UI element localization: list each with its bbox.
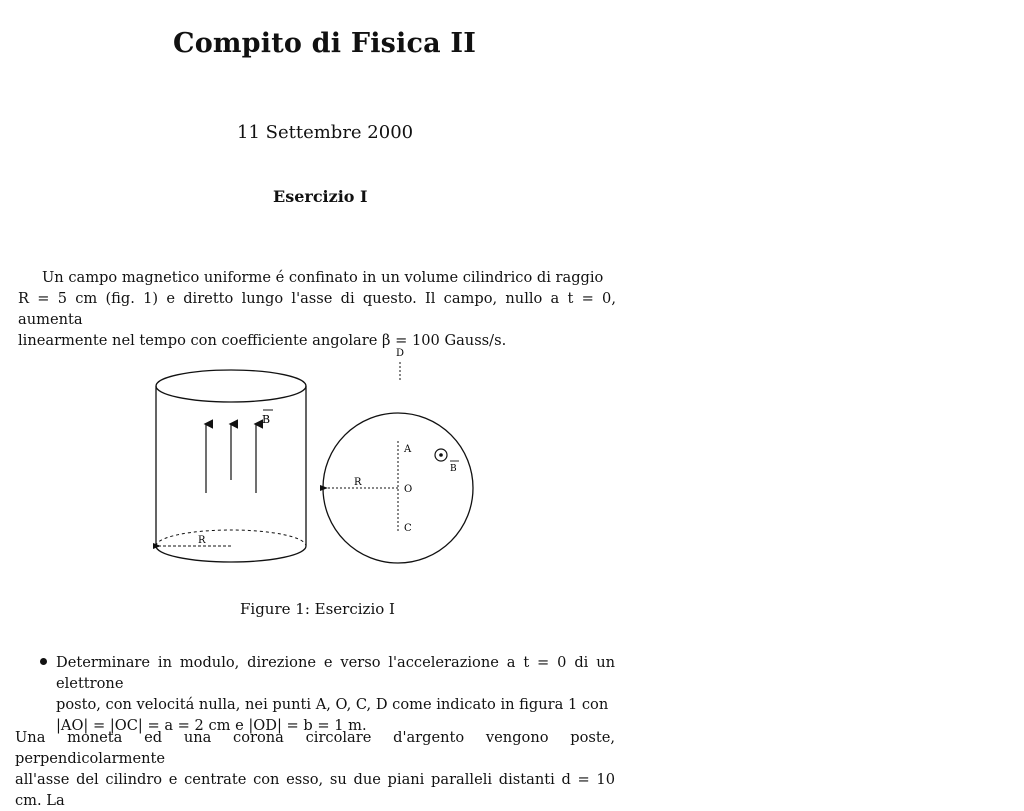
label-d: D: [396, 348, 405, 359]
bullet-line-3: |AO| = |OC| = a = 2 cm e |OD| = b = 1 m.: [56, 717, 367, 734]
figure-caption: Figure 1: Esercizio I: [240, 600, 395, 618]
cylinder-figure: [156, 370, 306, 562]
label-b-circle: B: [450, 464, 457, 474]
bullet-icon: [40, 658, 47, 665]
closing-line-1: Una moneta ed una corona circolare d'argento vengono poste, perpendicolarmente: [15, 729, 615, 767]
closing-paragraph: [15, 727, 615, 811]
bullet-line-2: posto, con velocitá nulla, nei punti A, O, C, D come indicato in figura 1 con: [56, 696, 609, 713]
label-a: A: [404, 444, 412, 455]
label-o: O: [404, 484, 413, 495]
exam-date: 11 Settembre 2000: [237, 122, 414, 143]
intro-line-3: linearmente nel tempo con coefficiente angolare β = 100 Gauss/s.: [18, 332, 507, 349]
label-c: C: [404, 523, 412, 534]
intro-line-2: R = 5 cm (fig. 1) e diretto lungo l'asse di questo. Il campo, nullo a t = 0, aumenta: [18, 290, 616, 328]
closing-line-2: all'asse del cilindro e centrate con esso, su due piani paralleli distanti d = 10 cm. La: [15, 771, 615, 809]
page-title: Compito di Fisica II: [173, 28, 477, 59]
label-r-circle: R: [354, 477, 362, 488]
bullet-item: [40, 652, 615, 736]
label-b-cylinder: B: [262, 413, 271, 426]
circle-figure: [323, 348, 473, 563]
exercise-title: Esercizio I: [273, 187, 368, 206]
intro-line-1: Un campo magnetico uniforme é confinato in un volume cilindrico di raggio: [42, 269, 604, 286]
bullet-line-1: Determinare in modulo, direzione e verso l'accelerazione a t = 0 di un elettrone: [56, 654, 615, 692]
label-r-cylinder: R: [198, 535, 206, 546]
